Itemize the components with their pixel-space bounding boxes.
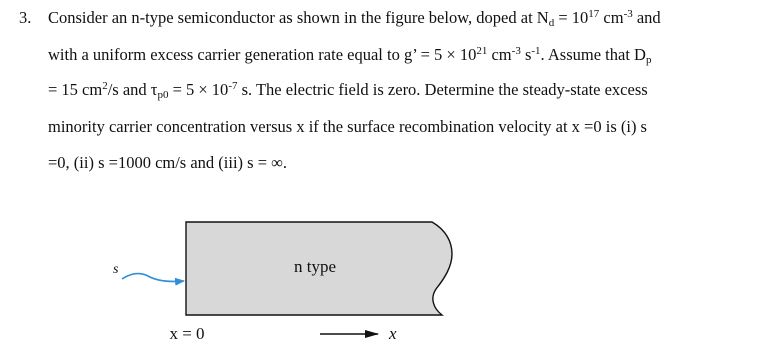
text: = 10 bbox=[554, 8, 589, 27]
text: s. The electric field is zero. Determine the steady-state excess bbox=[237, 80, 648, 99]
text: Consider an n-type semiconductor as shown in the figure below, doped at N bbox=[48, 8, 549, 27]
text: = 5 × 10 bbox=[168, 80, 229, 99]
surface-recombination-label: s bbox=[113, 262, 119, 277]
text: = 15 cm bbox=[48, 80, 103, 99]
text: cm bbox=[487, 45, 512, 64]
surface-recombination-arrow bbox=[122, 274, 184, 282]
text: with a uniform excess carrier generation rate equal to g’ = 5 × 10 bbox=[48, 45, 477, 64]
problem-line-4: minority carrier concentration versus x if the surface recombination velocity at x =0 is (i) s bbox=[48, 117, 647, 136]
superscript-minus1: -1 bbox=[531, 45, 541, 57]
superscript-minus7: -7 bbox=[228, 80, 238, 92]
problem-number: 3. bbox=[19, 8, 32, 27]
x-axis-label: x bbox=[389, 324, 397, 343]
text: . Assume that D bbox=[540, 45, 646, 64]
text: /s and τ bbox=[107, 80, 158, 99]
text: and bbox=[632, 8, 661, 27]
superscript-minus3: -3 bbox=[511, 45, 521, 57]
superscript-minus3: -3 bbox=[623, 8, 633, 20]
region-label: n type bbox=[293, 257, 337, 276]
text: s bbox=[520, 45, 532, 64]
problem-line-5: =0, (ii) s =1000 cm/s and (iii) s = ∞. bbox=[48, 153, 288, 172]
subscript-d: d bbox=[548, 17, 555, 29]
text: cm bbox=[599, 8, 624, 27]
superscript-2: 2 bbox=[102, 80, 108, 92]
superscript-17: 17 bbox=[588, 8, 600, 20]
subscript-p: p bbox=[645, 54, 652, 66]
superscript-21: 21 bbox=[476, 45, 488, 57]
origin-label: x = 0 bbox=[169, 324, 205, 343]
subscript-p0: p0 bbox=[157, 89, 169, 101]
